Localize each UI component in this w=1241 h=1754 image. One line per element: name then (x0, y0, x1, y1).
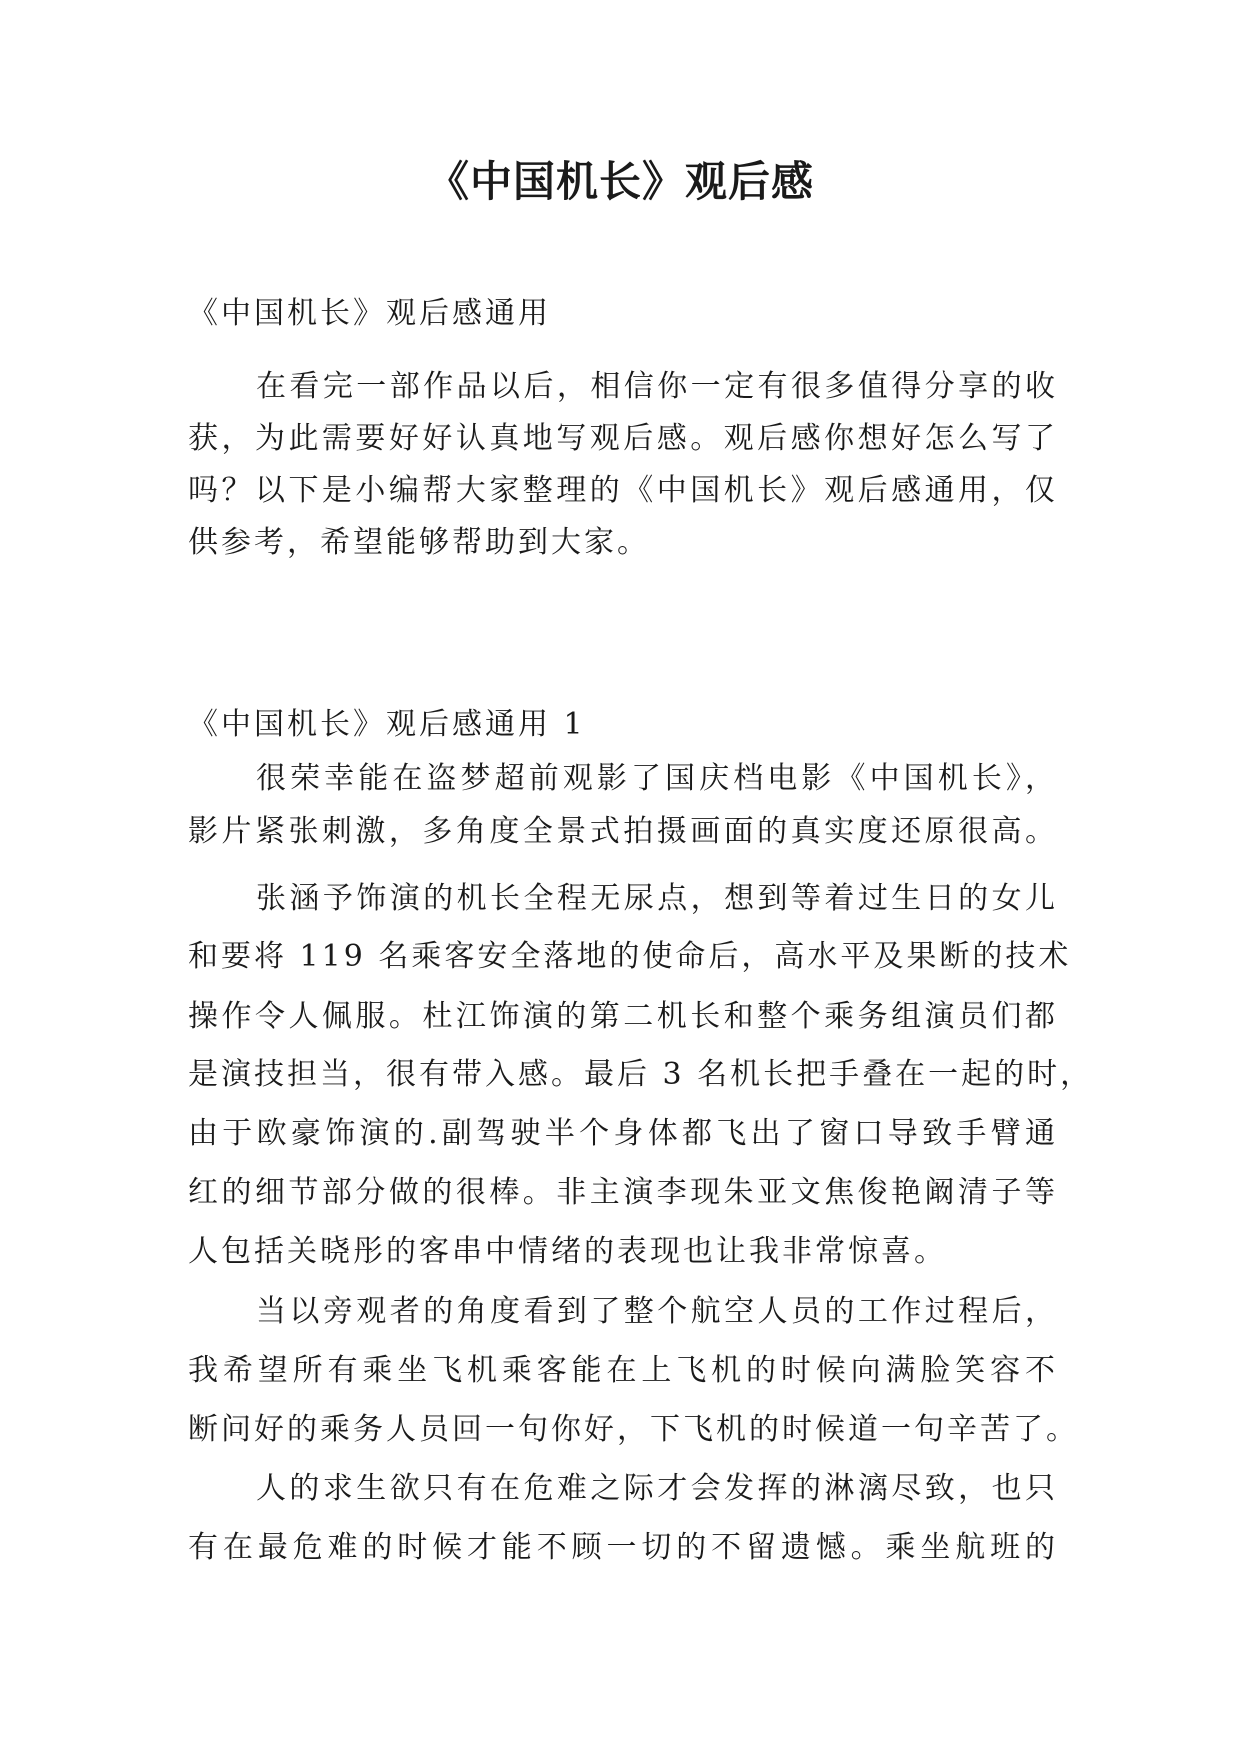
body-line: 断问好的乘务人员回一句你好，下飞机的时候道一句辛苦了。 (188, 1412, 1079, 1447)
body-line: 由于欧豪饰演的.副驾驶半个身体都飞出了窗口导致手臂通 (188, 1116, 1058, 1151)
body-line: 人的求生欲只有在危难之际才会发挥的淋漓尽致，也只 (256, 1471, 1058, 1506)
body-line: 影片紧张刺激，多角度全景式拍摄画面的真实度还原很高。 (188, 814, 1058, 849)
body-line: 红的细节部分做的很棒。非主演李现朱亚文焦俊艳阚清子等 (188, 1175, 1058, 1210)
document-subtitle: 《中国机长》观后感通用 (188, 296, 551, 331)
body-line: 当以旁观者的角度看到了整个航空人员的工作过程后， (256, 1294, 1058, 1329)
intro-line: 吗？以下是小编帮大家整理的《中国机长》观后感通用，仅 (188, 473, 1058, 508)
body-line: 和要将 119 名乘客安全落地的使命后，高水平及果断的技术 (188, 939, 1072, 974)
body-line: 我希望所有乘坐飞机乘客能在上飞机的时候向满脸笑容不 (188, 1353, 1058, 1388)
section-heading: 《中国机长》观后感通用 1 (188, 707, 586, 742)
intro-line: 获，为此需要好好认真地写观后感。观后感你想好怎么写了 (188, 421, 1058, 456)
document-title: 《中国机长》观后感 (426, 157, 814, 206)
body-line: 很荣幸能在盗梦超前观影了国庆档电影《中国机长》， (256, 761, 1058, 796)
intro-line: 在看完一部作品以后，相信你一定有很多值得分享的收 (256, 369, 1058, 404)
body-line: 张涵予饰演的机长全程无尿点，想到等着过生日的女儿 (256, 881, 1058, 916)
body-line: 人包括关晓彤的客串中情绪的表现也让我非常惊喜。 (188, 1234, 947, 1269)
body-line: 操作令人佩服。杜江饰演的第二机长和整个乘务组演员们都 (188, 999, 1058, 1034)
intro-line: 供参考，希望能够帮助到大家。 (188, 525, 650, 560)
body-line: 是演技担当，很有带入感。最后 3 名机长把手叠在一起的时， (188, 1057, 1094, 1092)
body-line: 有在最危难的时候才能不顾一切的不留遗憾。乘坐航班的 (188, 1530, 1058, 1565)
